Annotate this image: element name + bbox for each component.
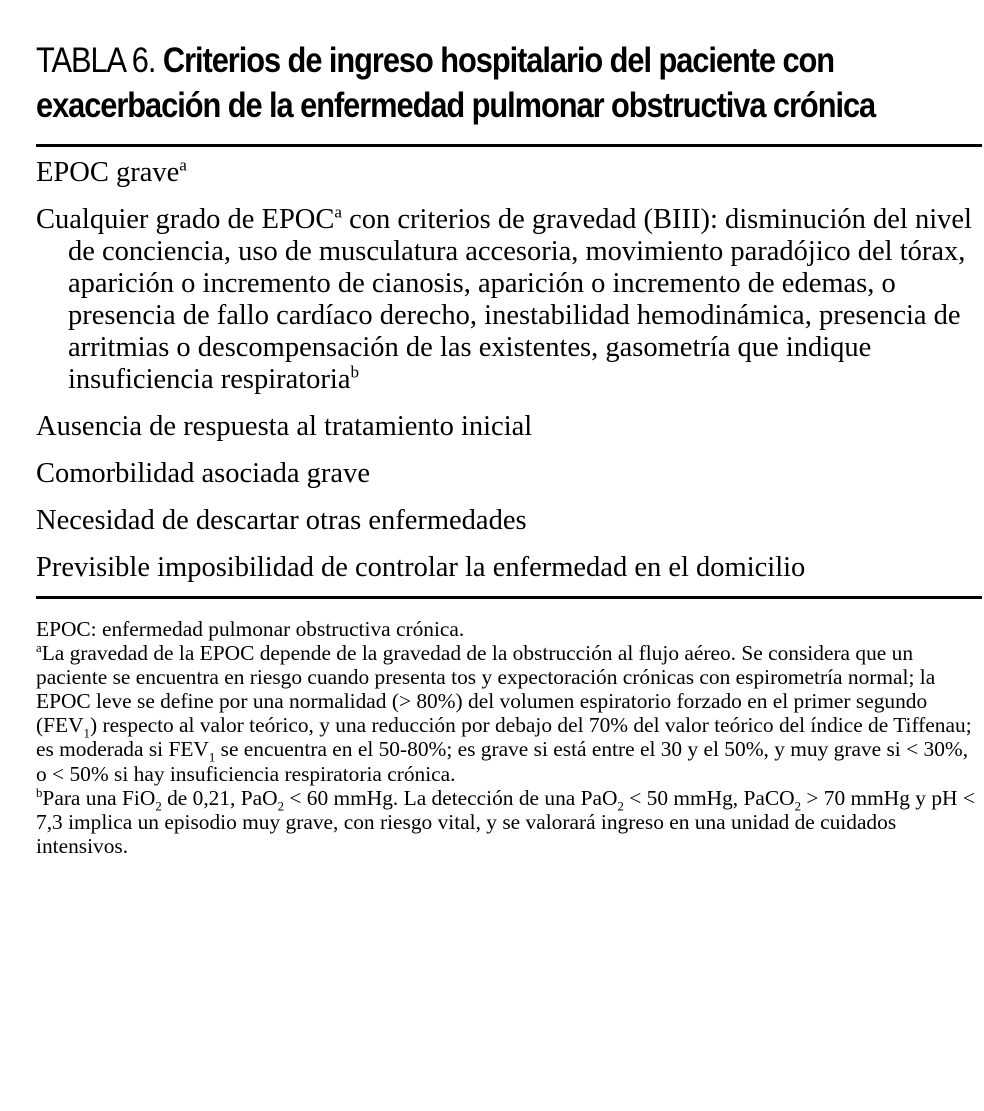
footnote-abbreviation: EPOC: enfermedad pulmonar obstructiva crónica. (36, 617, 465, 641)
footnote-b: $^b$Para una FiO$_2$ de 0,21, PaO$_2$ < 60 mmHg. La detección de una PaO$_2$ < 50 mmHg, PaCO$_2$ > 70 mmHg y pH < 7,3 implica un episodio muy grave, con riesgo vital, y se valorará ingreso en una unidad de cuidados intensivos. (36, 785, 975, 858)
footnote-marker: a (179, 155, 187, 175)
criteria-row: Previsible imposibilidad de controlar la enfermedad en el domicilio (36, 552, 806, 583)
criteria-row: Necesidad de descartar otras enfermedades (36, 505, 527, 536)
footnote-marker: b (350, 362, 360, 382)
criteria-row: Ausencia de respuesta al tratamiento inicial (36, 411, 533, 442)
table-footnotes (36, 599, 982, 858)
table-title-text: Criterios de ingreso hospitalario del paciente con exacerbación de la enfermedad pulmonar obstructiva crónica (36, 41, 876, 125)
table-6 (36, 38, 982, 858)
criteria-row: Comorbilidad asociada grave (36, 458, 370, 489)
criteria-row: Cualquier grado de EPOC$^a$ con criterios de gravedad (BIII): disminución del nivel de conciencia, uso de musculatura accesoria, movimiento paradójico del tórax, aparición o incremento de cianosis, aparición o incremento de edemas, o presencia de fallo cardíaco derecho, inestabilidad hemodinámica, presencia de arritmias o descompensación de las existentes, gasometría que indique insuficiencia respiratoria$^b$ (36, 202, 972, 395)
criteria-list (36, 147, 982, 596)
table-label: TABLA 6. (36, 41, 156, 80)
footnote-a: $^a$La gravedad de la EPOC depende de la gravedad de la obstrucción al flujo aéreo. Se considera que un paciente se encuentra en riesgo cuando presenta tos y expectoración crónicas con espirometría normal; la EPOC leve se define por una normalidad (> 80%) del volumen espiratorio forzado en el primer segundo $(FEV_1)$ respecto al valor teórico, y una reducción por debajo del 70% del valor teórico del índice de Tiffenau; es moderada si $FEV_1$ se encuentra en el 50-80%; es grave si está entre el 30 y el 50%, y muy grave si < 30%, o < 50% si hay insuficiencia respiratoria crónica. (36, 640, 972, 786)
table-title (36, 38, 978, 128)
footnote-marker: a (334, 202, 342, 222)
criteria-row: EPOC grave$^a$ (36, 155, 187, 188)
